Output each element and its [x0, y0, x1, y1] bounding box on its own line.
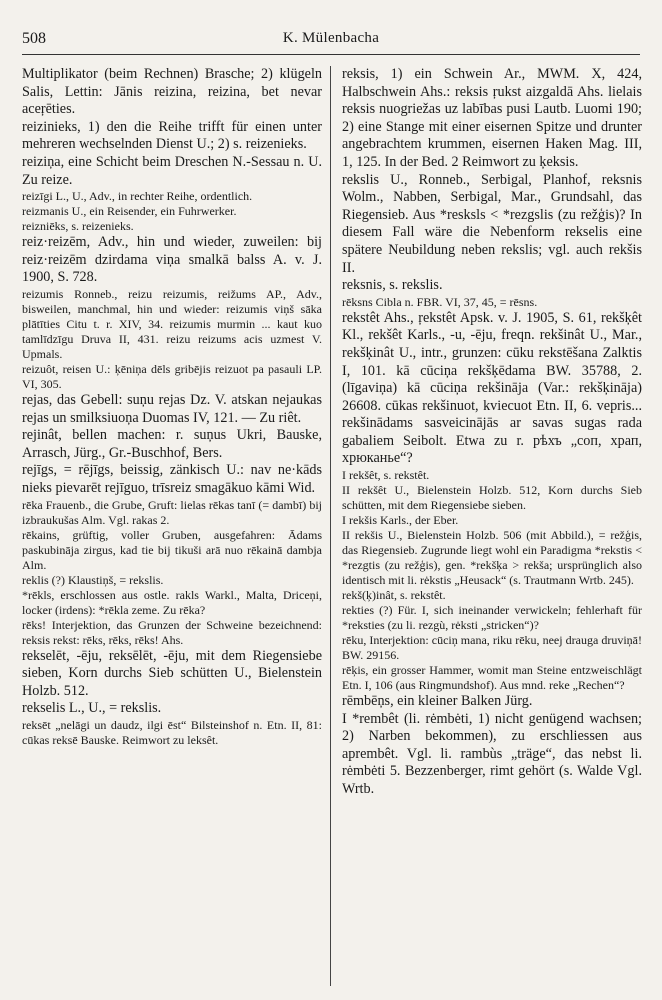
dictionary-entry: rekties (?) Für. I, sich ineinander verwickeln; fehlerhaft für *reksties (zu li. rezgù, rėksti „stricken“)?: [342, 603, 642, 633]
dictionary-entry: rēkains, grüftig, voller Gruben, ausgefahren: Ādams paskubināja zirgus, kad tie bij tikuši arā nuo rēkainā dambja Alm.: [22, 527, 322, 572]
dictionary-entry: reizumis Ronneb., reizu reizumis, reižums AP., Adv., bisweilen, manchmal, hin und wieder: reizumis viņš sāka plātīties Citu t. r. XIV, 34. reizumis murmin ... kaut kuo tamlīdzīgu Druva II, 431. reizu reizums acis uzmest V. Upmals.: [22, 286, 322, 361]
dictionary-entry: rekselis L., U., = rekslis.: [22, 700, 162, 717]
dictionary-entry: I *rembêt (li. rėmbėti, 1) nicht genügend wachsen; 2) Narben bekommen), zu erschliessen aus aprembêt. Vgl. li. rambùs „träge“, das nebst li. rėmbėti 5. Bezzenberger, rimt gehört (s. Walde Vgl. Wrtb.: [342, 710, 642, 798]
dictionary-entry: reizniēks, s. reizenieks.: [22, 219, 134, 234]
dictionary-entry: Multiplikator (beim Rechnen) Brasche; 2) klügeln Salis, Lettin: Jānis reizina, reizina, bet nevar aceŗēties.: [22, 66, 322, 118]
column-divider: [330, 66, 331, 986]
dictionary-entry: II rekšis U., Bielenstein Holzb. 506 (mit Abbild.), = režģis, das Riegensieb. Zugrunde liegt wohl ein Paradigma *rekstis < *rezgtis (zu režģis), gen. *rekšķa > rekša; ursprünglich also identisch mit li. rėkstis „Heusack“ (s. Trautmann Wrtb. 245).: [342, 528, 642, 588]
running-head: K. Mülenbacha: [282, 30, 380, 46]
dictionary-entry: rēka Frauenb., die Grube, Gruft: lielas rēkas tanī (= dambī) bij izbraukušas Alm. Vgl. rakas 2.: [22, 497, 322, 527]
dictionary-entry: rejinât, bellen machen: r. suņus Ukri, Bauske, Arrasch, Jürg., Gr.-Buschhof, Bers.: [22, 427, 322, 461]
dictionary-entry: reizmanis U., ein Reisender, ein Fuhrwerker.: [22, 204, 237, 219]
dictionary-entry: reiziņa, eine Schicht beim Dreschen N.-Sessau n. U. Zu reize.: [22, 153, 322, 188]
dictionary-entry: I rekšêt, s. rekstêt.: [342, 468, 430, 483]
dictionary-entry: reksis, 1) ein Schwein Ar., MWM. X, 424, Halbschwein Ahs.: reksis ŗukst aizgaldā Ahs. lielais reksis nuogriežas uz labības pusi Lautb. Luomi 190; 2) eine Stange mit einer eisernen Spitze und drunter angebrachtem krummen, eisernen Haken Mag. III, 1, 125. In der Bed. 2 Reimwort zu ķeksis.: [342, 66, 642, 170]
dictionary-entry: rēķis, ein grosser Hammer, womit man Steine entzweischlägt Etn. I, 106 (aus Ringmundshof). Aus mnd. reke „Rechen“?: [342, 663, 642, 693]
dictionary-entry: rēksns Cibla n. FBR. VI, 37, 45, = rēsns.: [342, 294, 538, 309]
dictionary-entry: rēmbēņs, ein kleiner Balken Jürg.: [342, 693, 533, 710]
page-header: [22, 26, 640, 55]
dictionary-entry: *rēkls, erschlossen aus ostle. rakls Warkl., Malta, Driceņi, locker (irdens): *rēkla zeme. Zu rēka?: [22, 587, 322, 617]
dictionary-entry: rekslis U., Ronneb., Serbigal, Planhof, reksnis Wolm., Nabben, Serbigal, Mar., Grundsahl, das Riegensieb. Aus *resksls < *rezgslis (zu režģis)? In diesem Fall wäre die Nebenform rekselis eine spätere Neubildung neben rekslis; vgl. auch rekšis II.: [342, 171, 642, 276]
page-number: 508: [22, 30, 46, 47]
dictionary-entry: rēku, Interjektion: cūciņ mana, riku rēku, neej drauga druviņā! BW. 29156.: [342, 633, 642, 663]
dictionary-entry: reksēt „nelāgi un daudz, ilgi ēst“ Bilsteinshof n. Etn. II, 81: cūkas reksē Bauske. Reimwort zu leksêt.: [22, 717, 322, 747]
dictionary-entry: rēks! Interjektion, das Grunzen der Schweine bezeichnend: reksis rekst: rēks, rēks, rēks! Ahs.: [22, 617, 322, 647]
dictionary-entry: rejīgs, = rējīgs, beissig, zänkisch U.: nav ne·kāds nieks pievarēt rejīguo, trīsreiz smagākuo kāmi Wid.: [22, 462, 322, 496]
left-column: [22, 66, 322, 994]
dictionary-entry: reizinieks, 1) den die Reihe trifft für einen unter mehreren wechselnden Dienst U.; 2) s. reizenieks.: [22, 118, 322, 153]
dictionary-entry: rekselēt, -ēju, reksēlēt, -ēju, mit dem Riegensiebe sieben, Korn durchs Sieb schütten U., Bielenstein Holzb. 512.: [22, 647, 322, 699]
dictionary-entry: rejas, das Gebell: suņu rejas Dz. V. atskan nejaukas rejas un smilksiuoņa Duomas IV, 121. — Zu riêt.: [22, 391, 322, 426]
right-column: [342, 66, 642, 994]
dictionary-entry: reizīgi L., U., Adv., in rechter Reihe, ordentlich.: [22, 189, 253, 204]
dictionary-entry: I rekšis Karls., der Eber.: [342, 513, 459, 528]
dictionary-entry: II rekšêt U., Bielenstein Holzb. 512, Korn durchs Sieb schütten, mit dem Riegensiebe sieben.: [342, 483, 642, 513]
dictionary-entry: reiz·reizēm, Adv., hin und wieder, zuweilen: bij reiz·reizēm dzirdama viņa smalkā balss A. v. J. 1900, S. 728.: [22, 234, 322, 286]
dictionary-entry: reksnis, s. rekslis.: [342, 277, 443, 294]
dictionary-entry: reklis (?) Klaustiņš, = rekslis.: [22, 572, 164, 587]
dictionary-entry: rekš(ķ)inât, s. rekstêt.: [342, 588, 446, 603]
dictionary-entry: rekstêt Ahs., ŗekstêt Apsk. v. J. 1905, S. 61, rekšķêt Kl., rekšêt Karls., -u, -ēju, freqn. rekšinât U., Mar., rekšķinât U., intr., grunzen: cūku rekstēšana Zalktis I, 101. kā cūciņa rekšķēdama BW. 35788, 2. (līgaviņa) kā cūciņa rekšināja (Var.: rekšķināja) 26608. cūkas rekšinuot, kviecuot Etn. II, 6. vepris... rekšinādams sasveicinājās ar savas sugas rada gabaliem Seibolt. Etwa zu r. рѣхъ „соп, храп, хрюканье“?: [342, 309, 642, 467]
dictionary-entry: reizuôt, reisen U.: ķēniņa dēls gribējis reizuot pa pasauli LP. VI, 305.: [22, 361, 322, 391]
